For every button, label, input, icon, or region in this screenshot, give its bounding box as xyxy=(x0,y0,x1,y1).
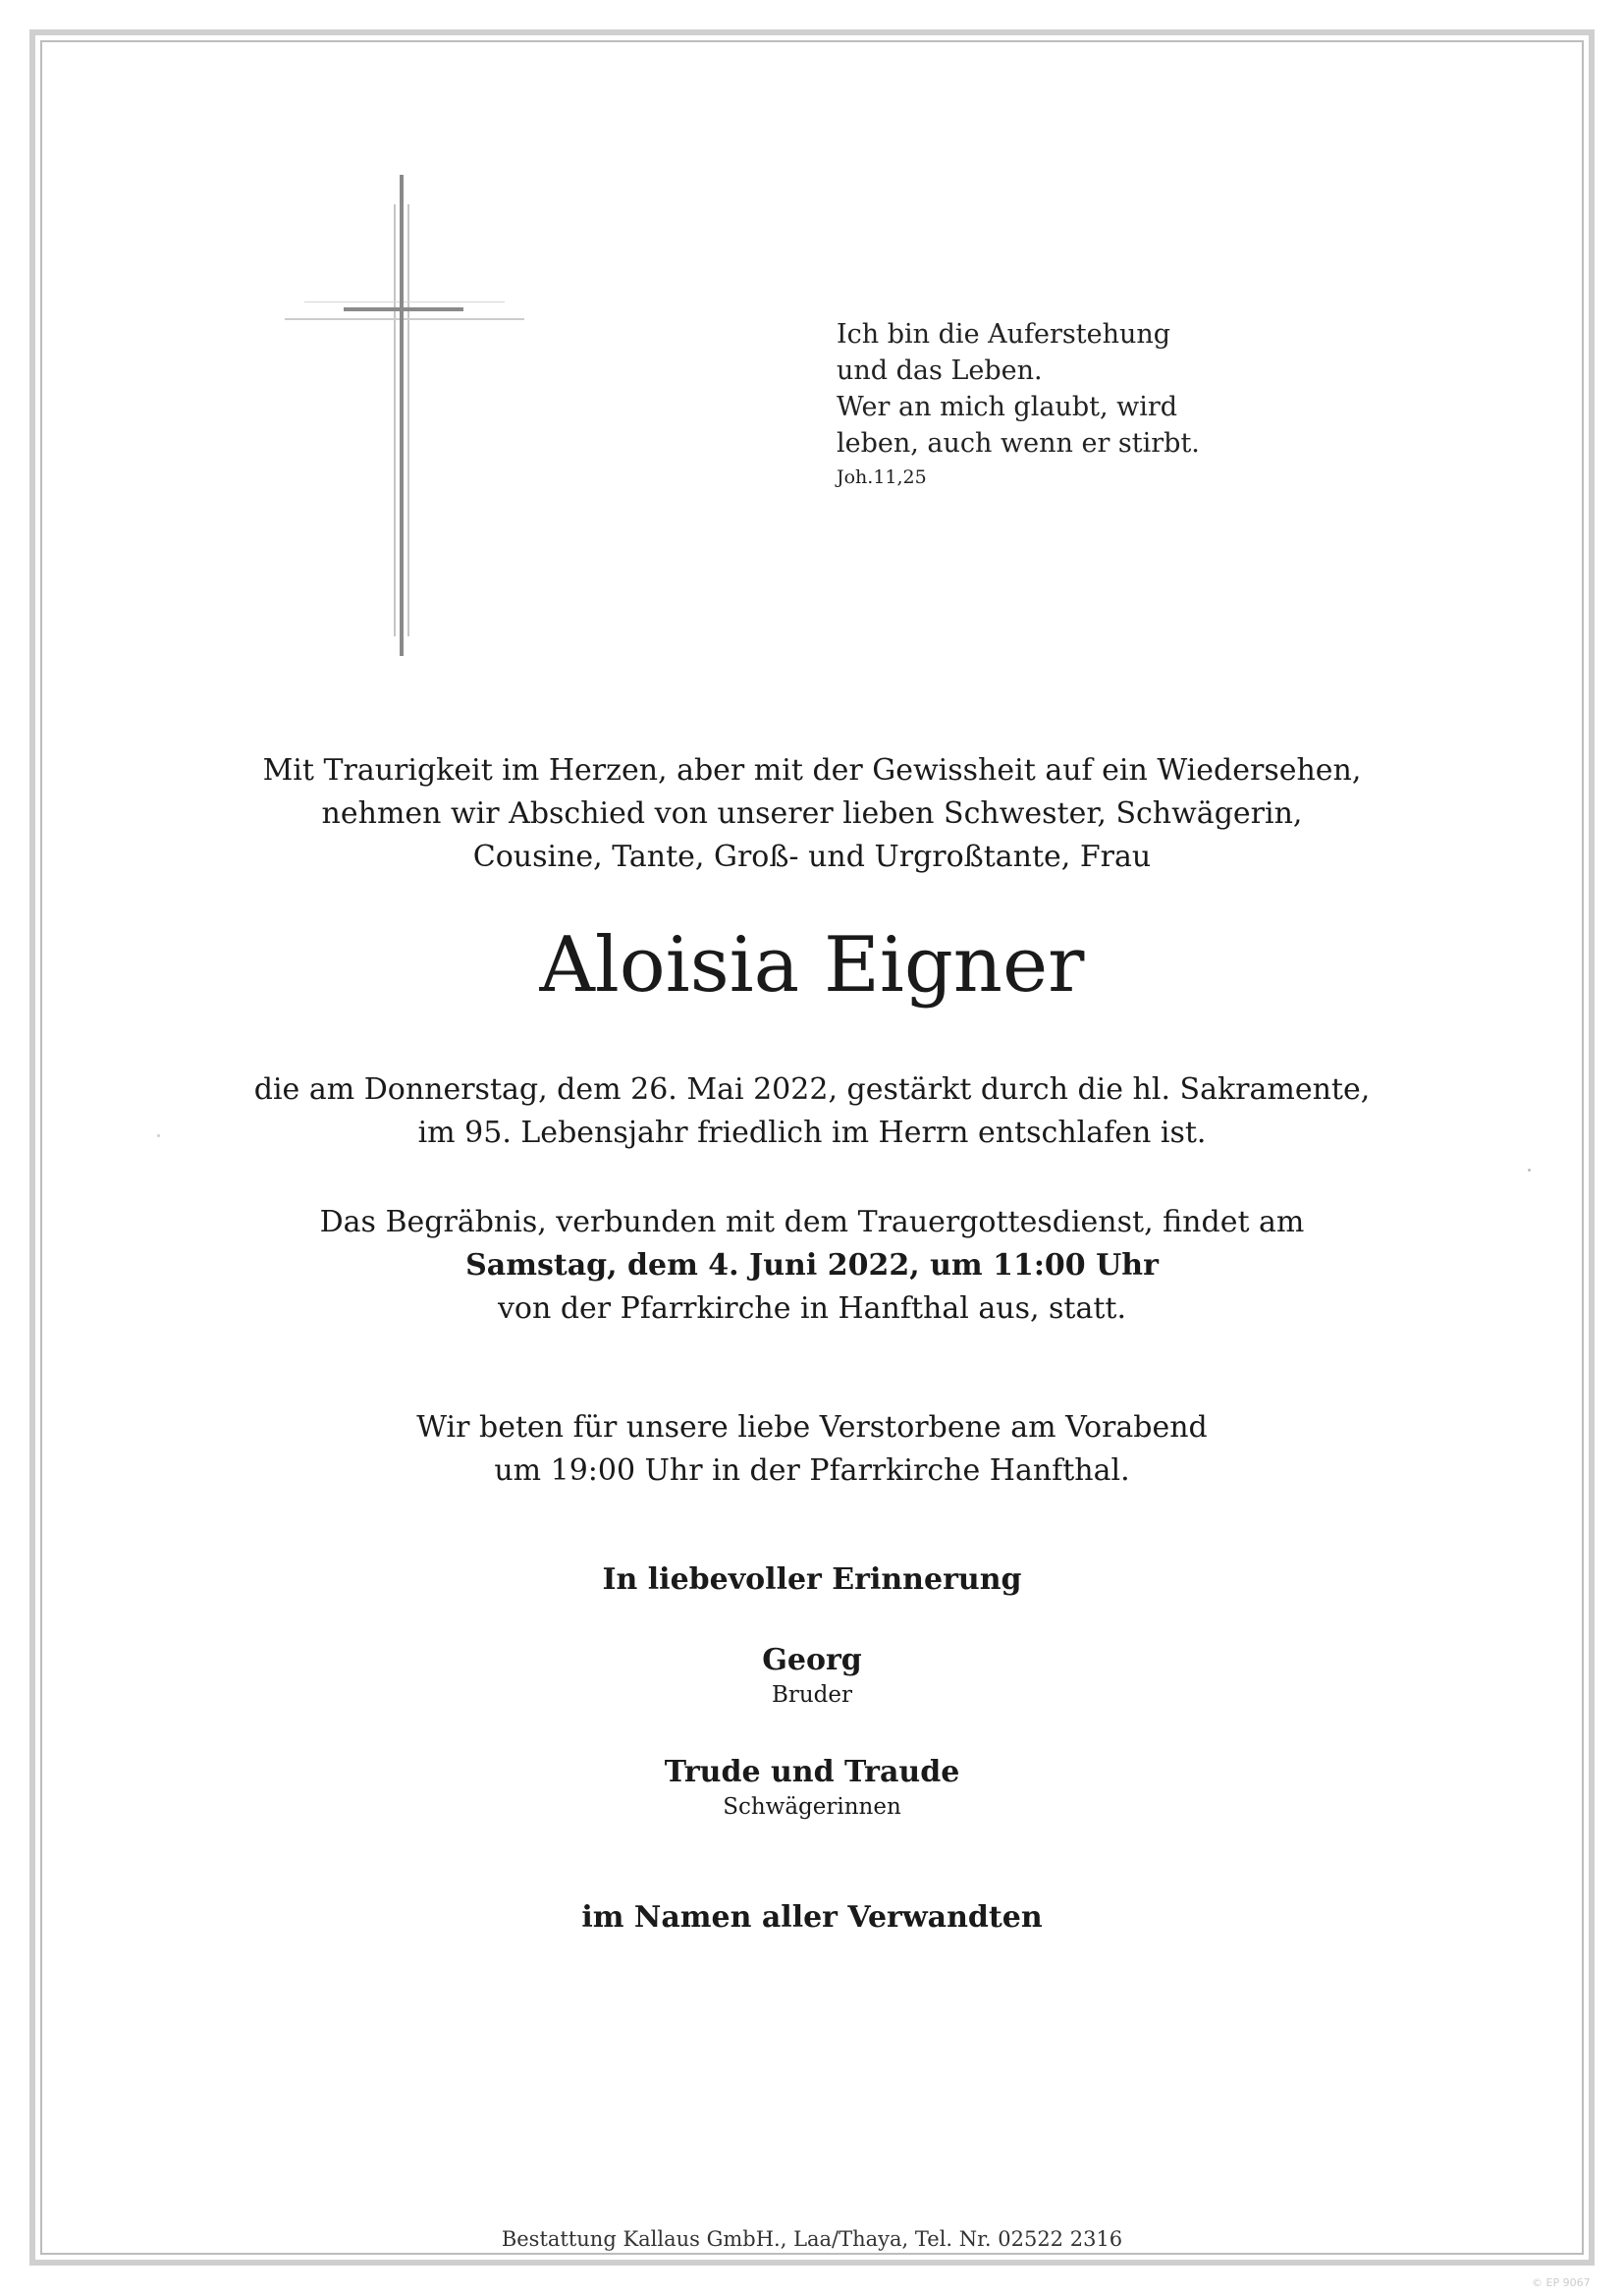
intro-line: Mit Traurigkeit im Herzen, aber mit der Gewissheit auf ein Wiedersehen, xyxy=(262,753,1362,788)
intro-text xyxy=(0,749,1624,879)
death-line: die am Donnerstag, dem 26. Mai 2022, gestärkt durch die hl. Sakramente, xyxy=(253,1072,1371,1107)
mourner-relation: Bruder xyxy=(771,1682,853,1708)
mourner xyxy=(0,1641,1624,1710)
funeral-line: Das Begräbnis, verbunden mit dem Trauergottesdienst, findet am xyxy=(319,1205,1305,1239)
death-line: im 95. Lebensjahr friedlich im Herrn entschlafen ist. xyxy=(417,1116,1207,1150)
mourner-relation: Schwägerinnen xyxy=(723,1794,901,1820)
print-mark: © EP 9067 xyxy=(1532,2276,1591,2289)
closing-line: im Namen aller Verwandten xyxy=(581,1900,1043,1935)
deceased-name: Aloisia Eigner xyxy=(539,921,1085,1010)
cross-icon xyxy=(285,175,524,656)
verse-line: Ich bin die Auferstehung xyxy=(837,319,1171,350)
prayer-info xyxy=(0,1406,1624,1493)
intro-line: Cousine, Tante, Groß- und Urgroßtante, Frau xyxy=(472,840,1152,874)
prayer-line: um 19:00 Uhr in der Pfarrkirche Hanfthal. xyxy=(494,1453,1130,1488)
death-notice xyxy=(0,1068,1624,1155)
intro-line: nehmen wir Abschied von unserer lieben Schwester, Schwägerin, xyxy=(321,796,1303,831)
verse-reference: Joh.11,25 xyxy=(837,466,927,488)
funeral-info xyxy=(0,1201,1624,1331)
verse-line: Wer an mich glaubt, wird xyxy=(837,392,1178,422)
speck-dot xyxy=(1528,1169,1531,1172)
funeral-home-footer: Bestattung Kallaus GmbH., Laa/Thaya, Tel. Nr. 02522 2316 xyxy=(501,2227,1123,2251)
verse-line: leben, auch wenn er stirbt. xyxy=(837,428,1200,459)
funeral-date: Samstag, dem 4. Juni 2022, um 11:00 Uhr xyxy=(465,1248,1159,1283)
memory-heading: In liebevoller Erinnerung xyxy=(602,1562,1022,1597)
funeral-location: von der Pfarrkirche in Hanfthal aus, statt. xyxy=(497,1291,1127,1326)
speck-dot xyxy=(157,1134,160,1137)
bible-verse xyxy=(837,316,1249,491)
verse-line: und das Leben. xyxy=(837,355,1043,386)
mourner xyxy=(0,1753,1624,1822)
prayer-line: Wir beten für unsere liebe Verstorbene am Vorabend xyxy=(416,1410,1208,1445)
mourner-name: Georg xyxy=(762,1643,862,1677)
mourner-name: Trude und Traude xyxy=(664,1755,960,1789)
